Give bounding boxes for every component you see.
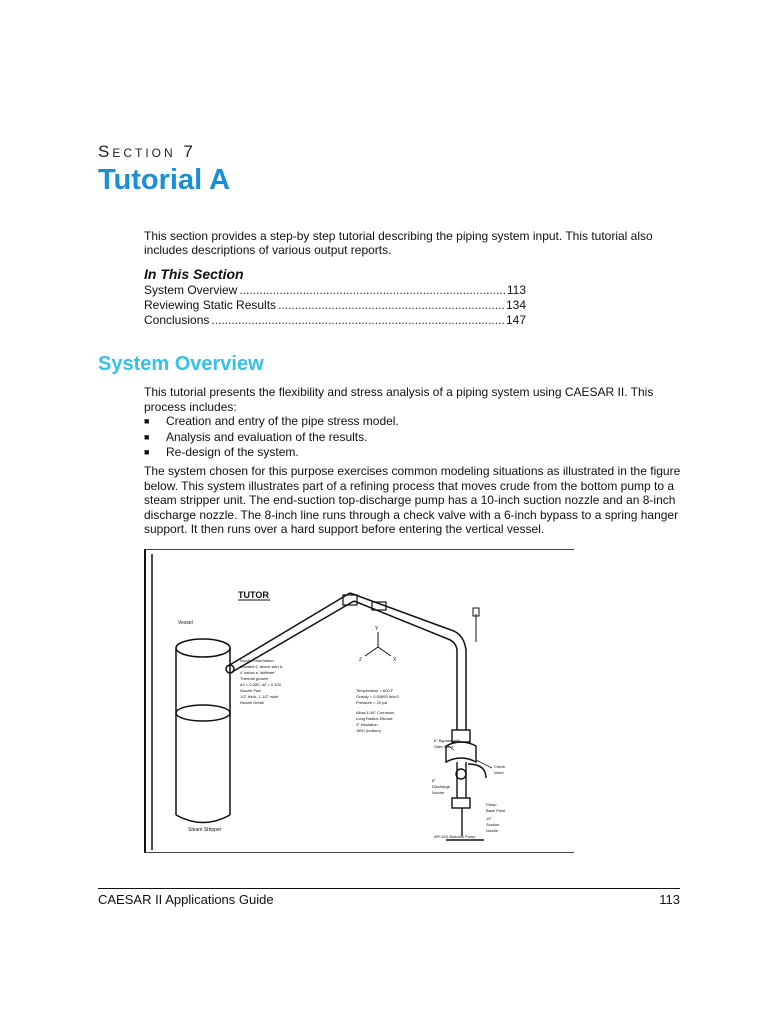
svg-text:4' below a "stiffener": 4' below a "stiffener" — [240, 670, 276, 675]
check-valve-label — [494, 764, 505, 775]
toc-item[interactable] — [144, 283, 526, 298]
toc-item-page: 147 — [505, 313, 526, 327]
figure-title: TUTOR — [238, 590, 269, 600]
svg-text:Gravity = 0.00893 Ib/in3: Gravity = 0.00893 Ib/in3 — [356, 694, 399, 699]
toc-item-label: Reviewing Static Results — [144, 298, 277, 312]
axis-y-label: Y — [375, 626, 379, 632]
svg-text:6" Bypass with: 6" Bypass with — [434, 738, 461, 743]
discharge-nozzle-label — [432, 778, 451, 795]
toc-item-label: System Overview — [144, 283, 238, 297]
list-item: ■ Creation and entry of the pipe stress model. — [144, 414, 399, 428]
svg-text:Nozzle Information:: Nozzle Information: — [240, 658, 275, 663]
svg-text:Allow 1/16" Corrosion: Allow 1/16" Corrosion — [356, 710, 395, 715]
pump-label: API 610 Bottoms Pump — [434, 834, 476, 839]
intro-paragraph: This section provides a step-by step tutorial describing the piping system input. This tutorial also includes descriptions of various output reports. — [144, 229, 653, 257]
bullet-list — [144, 414, 664, 461]
svg-text:Gate Valve: Gate Valve — [434, 744, 454, 749]
page-number: 113 — [659, 892, 680, 907]
piping-system-figure — [144, 549, 574, 853]
svg-text:Valve: Valve — [494, 770, 504, 775]
vessel-cylinder — [176, 639, 230, 823]
base-point-label — [486, 802, 506, 813]
svg-text:Long Radius Elbows: Long Radius Elbows — [356, 716, 393, 721]
nozzle-info-block — [240, 658, 283, 705]
svg-text:Located 6' above skirt &: Located 6' above skirt & — [240, 664, 283, 669]
svg-text:3" insulation: 3" insulation — [356, 722, 378, 727]
overview-paragraph-2: The system chosen for this purpose exercises common modeling situations as illustrated in the figure below. This system illustrates part of a refining process that moves crude from the bottom pump to a steam stripper unit. The end-suction top-discharge pump has a 10-inch suction nozzle and an 8-inch discharge nozzle. The 8-inch line runs through a check valve with a 6-inch bypass to a spring hanger support. It then runs over a hard support before entering the vertical vessel. — [144, 464, 681, 536]
svg-text:Thermal growth:: Thermal growth: — [240, 676, 269, 681]
svg-text:Pump: Pump — [486, 802, 497, 807]
svg-text:Pressure = 20 psi: Pressure = 20 psi — [356, 700, 388, 705]
steam-stripper-label: Steam Stripper — [188, 827, 222, 833]
suction-nozzle-label — [486, 816, 499, 833]
overview-paragraph-1: This tutorial presents the flexibility and stress analysis of a piping system using CAESAR II. This process includes: — [144, 385, 654, 414]
conditions-block — [356, 688, 399, 733]
toc-item-page: 113 — [506, 283, 526, 297]
bypass-label — [434, 738, 460, 749]
toc-leader — [278, 298, 504, 313]
footer-title: CAESAR II Applications Guide — [98, 892, 274, 907]
axis-triad — [365, 632, 391, 656]
toc-leader — [211, 313, 504, 328]
system-overview-heading: System Overview — [98, 353, 264, 375]
toc-heading: In This Section — [144, 266, 244, 282]
toc-item-page: 134 — [505, 298, 526, 312]
vessel-label: Vessel — [178, 620, 193, 626]
svg-text:Nozzle Detail: Nozzle Detail — [240, 700, 264, 705]
piping-diagram — [146, 550, 574, 852]
page-title: Tutorial A — [98, 164, 231, 196]
svg-text:1/2" thick, 1-1/2" wide: 1/2" thick, 1-1/2" wide — [240, 694, 279, 699]
svg-text:Base Point: Base Point — [486, 808, 506, 813]
svg-text:dX = 0.280, dZ = 0.100: dX = 0.280, dZ = 0.100 — [240, 682, 281, 687]
svg-text:Suction: Suction — [486, 822, 500, 827]
svg-text:Temperature = 600 F: Temperature = 600 F — [356, 688, 394, 693]
list-item: ■ Re-design of the system. — [144, 445, 299, 459]
table-of-contents — [144, 283, 526, 328]
toc-leader — [239, 283, 505, 298]
svg-text:Nozzle Pad:: Nozzle Pad: — [240, 688, 262, 693]
axis-z-label: Z — [359, 657, 363, 663]
section-label: Section 7 — [98, 142, 196, 161]
svg-text:JIBG (bottom): JIBG (bottom) — [356, 728, 381, 733]
footer-rule — [98, 888, 680, 889]
toc-item-label: Conclusions — [144, 313, 210, 327]
list-item: ■ Analysis and evaluation of the results. — [144, 429, 368, 444]
toc-item[interactable] — [144, 298, 526, 313]
axis-x-label: X — [393, 657, 397, 663]
svg-text:Nozzle: Nozzle — [432, 790, 445, 795]
svg-text:10": 10" — [486, 816, 492, 821]
svg-text:Discharge: Discharge — [432, 784, 451, 789]
svg-text:Check: Check — [494, 764, 506, 769]
svg-text:Nozzle: Nozzle — [486, 828, 499, 833]
svg-text:8": 8" — [432, 778, 436, 783]
toc-item[interactable] — [144, 313, 526, 328]
